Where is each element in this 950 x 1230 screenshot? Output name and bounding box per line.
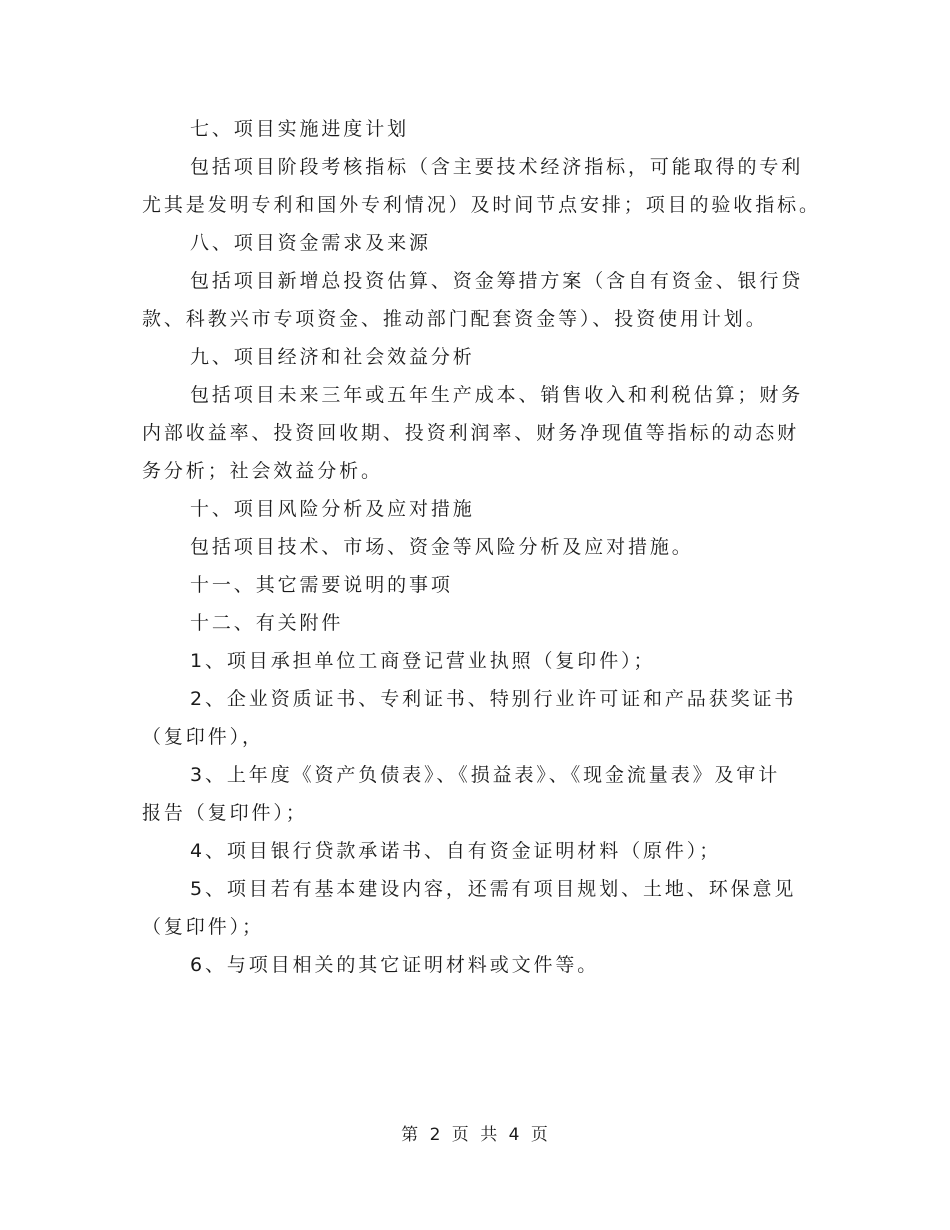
attachment-item-1: 1、项目承担单位工商登记营业执照（复印件）； — [190, 650, 656, 672]
attachment-item-6: 6、与项目相关的其它证明材料或文件等。 — [190, 954, 600, 976]
section-heading-9: 九、项目经济和社会效益分析 — [190, 346, 475, 368]
page-number-footer: 第 2 页 共 4 页 — [401, 1125, 549, 1145]
attachment-item-4: 4、项目银行贷款承诺书、自有资金证明材料（原件）； — [190, 840, 722, 862]
attachment-item-2: 2、企业资质证书、专利证书、特别行业许可证和产品获奖证书 — [190, 688, 797, 710]
paragraph-line: 尤其是发明专利和国外专利情况）及时间节点安排；项目的验收指标。 — [142, 194, 821, 216]
paragraph-line: 包括项目技术、市场、资金等风险分析及应对措施。 — [190, 536, 694, 558]
attachment-item-3-cont: 报告（复印件）； — [142, 802, 308, 824]
paragraph-line: 包括项目未来三年或五年生产成本、销售收入和利税估算；财务 — [190, 384, 804, 406]
attachment-item-3: 3、上年度《资产负债表》、《损益表》、《现金流量表》及审计 — [190, 764, 781, 786]
paragraph-line: 内部收益率、投资回收期、投资利润率、财务净现值等指标的动态财 — [142, 422, 800, 444]
section-heading-12: 十二、有关附件 — [190, 612, 344, 634]
paragraph-line: 务分析；社会效益分析。 — [142, 460, 383, 482]
section-heading-11: 十一、其它需要说明的事项 — [190, 574, 453, 596]
attachment-item-5-cont: （复印件）； — [142, 916, 264, 938]
section-heading-8: 八、项目资金需求及来源 — [190, 232, 431, 254]
paragraph-line: 包括项目新增总投资估算、资金筹措方案（含自有资金、银行贷 — [190, 270, 804, 292]
attachment-item-5: 5、项目若有基本建设内容，还需有项目规划、土地、环保意见 — [190, 878, 797, 900]
attachment-item-2-cont: （复印件）， — [142, 726, 264, 748]
section-heading-7: 七、项目实施进度计划 — [190, 118, 410, 140]
document-body — [142, 110, 821, 984]
section-heading-10: 十、项目风险分析及应对措施 — [190, 498, 475, 520]
paragraph-line: 款、科教兴市专项资金、推动部门配套资金等）、投资使用计划。 — [142, 308, 768, 330]
paragraph-line: 包括项目阶段考核指标（含主要技术经济指标，可能取得的专利 — [190, 156, 804, 178]
